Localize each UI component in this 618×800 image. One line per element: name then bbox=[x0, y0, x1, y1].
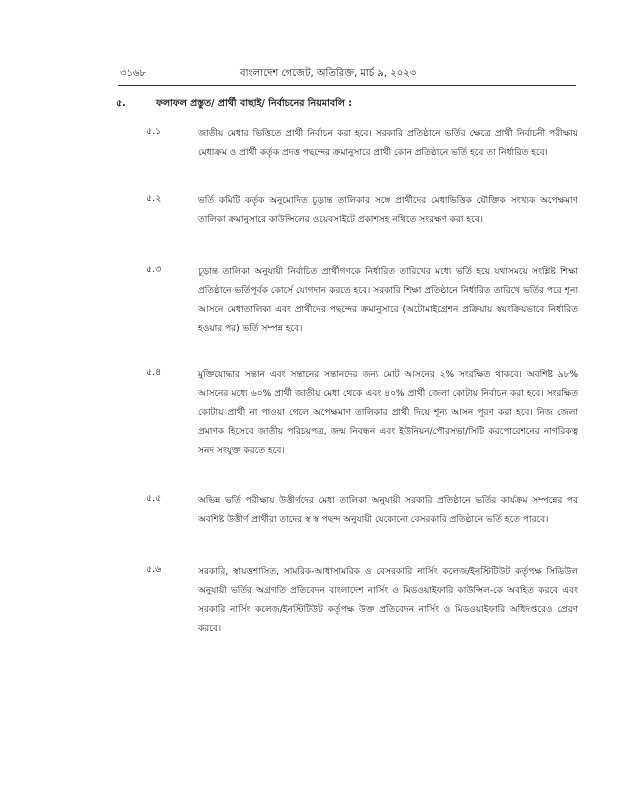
clause-number: ৫.৫ bbox=[146, 493, 162, 504]
section-title: ফলাফল প্রস্তুত/ প্রার্থী বাছাই/ নির্বাচনের নিয়মাবলি : bbox=[156, 98, 353, 109]
gazette-title: বাংলাদেশ গেজেট, অতিরিক্ত, মার্চ ৯, ২০২৩ bbox=[240, 68, 417, 79]
clause-number: ৫.৪ bbox=[146, 367, 162, 378]
clause-text: সরকারি, স্বায়ত্তশাসিত, সামরিক-আধাসামরিক ও বেসরকারি নার্সিং কলেজ/ইনস্টিটিউট কর্তৃপক্ষ সিডিউল অনুযায়ী ভর্তির অগ্রগতি প্রতিবেদন বাংলাদেশ নার্সিং ও মিডওয়াইফারি কাউন্সিল-কে অবহিত করবে এবং সরকারি নার্সিং কলেজ/ইনস্টিটিউট কর্তৃপক্ষ উক্ত প্রতিবেদন নার্সিং ও মিডওয়াইফারি অধিদপ্তরেও প্রেরণ করবে। bbox=[198, 567, 578, 634]
clause-number: ৫.৬ bbox=[146, 564, 162, 575]
section-number: ৫. bbox=[116, 98, 126, 109]
clause-text: চূড়ান্ত তালিকা অনুযায়ী নির্বাচিত প্রার্থীগণকে নির্ধারিত তারিখের মধ্যে ভর্তি হয়ে যথাসময়ে সংশ্লিষ্ট শিক্ষা প্রতিষ্ঠানে ভর্তিপূর্বক কোর্সে যোগদান করতে হবে। সরকারি শিক্ষা প্রতিষ্ঠানে নির্ধারিত তারিখে ভর্তির পরে শূন্য আসনে মেধাতালিকা এবং প্রার্থীদের পছন্দের ক্রমানুসারে (অটোমাইগ্রেশন প্রক্রিয়ায় স্বয়ংক্রিয়ভাবে নির্ধারিত হওয়ার পর) ভর্তি সম্পন্ন হবে। bbox=[198, 267, 578, 334]
clause-number: ৫.১ bbox=[146, 126, 162, 137]
clause-text: ভর্তি কমিটি কর্তৃক অনুমোদিত চূড়ান্ত তালিকার সঙ্গে প্রার্থীদের মেধাভিত্তিক যৌক্তিক সংখ্যক অপেক্ষমাণ তালিকা ক্রমানুসারে কাউন্সিলের ওয়েবসাইটে প্রকাশসহ নথিতে সংরক্ষণ করা হবে। bbox=[198, 196, 578, 225]
clause-text: অভিন্ন ভর্তি পরীক্ষায় উত্তীর্ণদের মেধা তালিকা অনুযায়ী সরকারি প্রতিষ্ঠানে ভর্তির কার্যক্রম সম্পন্নের পর অবশিষ্ট উত্তীর্ণ প্রার্থীরা তাদের স্ব স্ব পছন্দ অনুযায়ী যেকোনো বেসরকারি প্রতিষ্ঠানে ভর্তি হতে পারবে। bbox=[198, 496, 578, 525]
clause-number: ৫.৩ bbox=[146, 264, 162, 275]
page-header bbox=[120, 66, 570, 84]
clause-text: জাতীয় মেধার ভিত্তিতে প্রার্থী নির্বাচন করা হবে। সরকারি প্রতিষ্ঠানে ভর্তির ক্ষেত্রে প্রার্থী নির্বাচনী পরীক্ষায় মেধাক্রম ও প্রার্থী কর্তৃক প্রদত্ত পছন্দের ক্রমানুসারে প্রার্থী কোন প্রতিষ্ঠানে ভর্তি হবে তা নির্ধারিত হবে। bbox=[198, 129, 578, 158]
page-number: ৩১৬৮ bbox=[120, 68, 146, 79]
clause-text: মুক্তিযোদ্ধার সন্তান এবং সন্তানের সন্তানদের জন্য মোট আসনের ২% সংরক্ষিত থাকবে। অবশিষ্ট ৯৮% আসনের মধ্যে ৬০% প্রার্থী জাতীয় মেধা থেকে এবং ৪০% প্রার্থী জেলা কোটায় নির্বাচন করা হবে। সংরক্ষিত কোটায় প্রার্থী না পাওয়া গেলে অপেক্ষমাণ তালিকার প্রার্থী দিয়ে শূন্য আসন পূরণ করা হবে। নিজ জেলা প্রমাণক হিসেবে জাতীয় পরিচয়পত্র, জন্ম নিবন্ধন এবং ইউনিয়ন/পৌরসভা/সিটি করপোরেশনের নাগরিকত্ব সনদ সংযুক্ত করতে হবে। bbox=[198, 370, 578, 456]
header-divider bbox=[118, 85, 576, 86]
clause-number: ৫.২ bbox=[146, 193, 162, 204]
